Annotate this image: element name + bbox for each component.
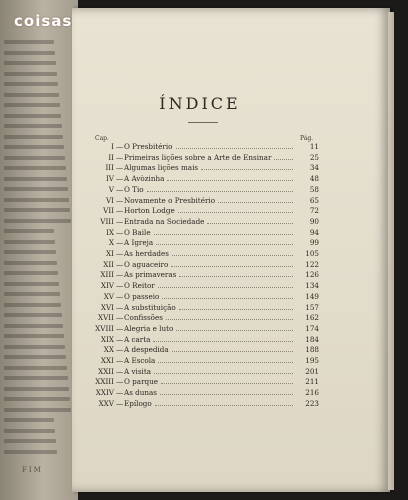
chapter-title: A substituição (124, 302, 176, 312)
facing-page-text-line (4, 397, 70, 401)
separator-dash: — (116, 238, 124, 248)
page-number: 201 (305, 366, 319, 376)
chapter-number: XXV (98, 398, 114, 408)
toc-entry (84, 238, 319, 248)
separator-dash: — (116, 142, 124, 151)
chapter-title: A despedida (124, 345, 169, 355)
facing-page-text-line (4, 166, 66, 170)
page-number: 11 (309, 142, 319, 151)
dot-leader (166, 319, 293, 320)
toc-entry (84, 228, 319, 238)
dot-leader (158, 287, 293, 288)
chapter-title: O aguaceiro (124, 259, 169, 269)
page-number: 58 (309, 184, 319, 194)
chapter-title: A Escola (124, 356, 156, 365)
chapter-number: XXIV (95, 388, 114, 398)
chapter-title: O Baile (124, 227, 151, 237)
separator-dash: — (116, 377, 124, 387)
separator-dash: — (116, 356, 124, 365)
dot-leader (178, 212, 293, 213)
page-number: 72 (309, 206, 319, 216)
toc-entry (84, 399, 319, 409)
chapter-number: XXII (98, 366, 114, 376)
facing-page-text-line (4, 72, 57, 76)
toc-entry (84, 281, 319, 291)
page-title: ÍNDICE (159, 94, 241, 113)
separator-dash: — (116, 163, 124, 173)
page-number: 90 (309, 216, 319, 226)
separator-dash: — (116, 195, 124, 205)
dot-leader (172, 351, 293, 352)
toc-entry (84, 367, 319, 377)
chapter-number: XI (106, 249, 114, 258)
facing-page-text-line (4, 345, 65, 349)
chapter-number: XXI (100, 356, 114, 365)
toc-entry (84, 142, 319, 152)
chapter-title: Horton Lodge (124, 206, 175, 216)
toc-entry (84, 356, 319, 366)
facing-page-text-line (4, 208, 70, 212)
toc-entry (84, 260, 319, 270)
facing-page-text-line (4, 229, 54, 233)
chapter-number: XIV (100, 281, 114, 291)
toc-entry (84, 388, 319, 398)
page-number: 216 (305, 388, 319, 398)
chapter-number: XXIII (95, 377, 114, 387)
separator-dash: — (116, 366, 124, 376)
page-number: 195 (305, 356, 319, 365)
chapter-title: O Tio (124, 184, 144, 194)
chapter-title: As dunas (124, 388, 157, 398)
chapter-title: Primeiras lições sobre a Arte de Ensinar (124, 152, 272, 162)
toc-entry (84, 163, 319, 173)
toc-entry (84, 174, 319, 184)
chapter-number: IV (105, 174, 114, 184)
separator-dash: — (116, 398, 124, 408)
toc-entry (84, 270, 319, 280)
facing-page-text-line (4, 376, 68, 380)
dot-leader (172, 255, 293, 256)
page-number: 126 (305, 270, 319, 280)
toc-entry (84, 153, 319, 163)
toc-entry (84, 217, 319, 227)
facing-page-text-line (4, 198, 69, 202)
separator-dash: — (116, 249, 124, 258)
chapter-title: Algumas lições mais (124, 163, 199, 173)
chapter-number: XVI (100, 302, 114, 312)
separator-dash: — (116, 227, 124, 237)
facing-page-text-line (4, 334, 64, 338)
dot-leader (167, 180, 293, 181)
chapter-number: VII (103, 206, 114, 216)
separator-dash: — (116, 206, 124, 216)
dot-leader (218, 202, 293, 203)
toc-entry (84, 303, 319, 313)
facing-page-text-line (4, 103, 60, 107)
watermark-logo: coisas (14, 12, 73, 30)
separator-dash: — (116, 259, 124, 269)
dot-leader (176, 330, 293, 331)
facing-page-text-line (4, 82, 58, 86)
chapter-number: II (108, 152, 114, 162)
dot-leader (156, 244, 293, 245)
page-number: 157 (305, 302, 319, 312)
dot-leader (160, 394, 293, 395)
chapter-number: V (108, 184, 114, 194)
page-number: 99 (309, 238, 319, 248)
chapter-title: Entrada na Sociedade (124, 216, 205, 226)
chapter-number: VI (105, 195, 114, 205)
facing-page-text-line (4, 292, 60, 296)
dot-leader (155, 405, 293, 406)
chapter-title: As herdades (124, 249, 169, 258)
chapter-number: XIII (100, 270, 114, 280)
separator-dash: — (116, 291, 124, 301)
toc-entry (84, 249, 319, 259)
page-number: 134 (305, 281, 319, 291)
dot-leader (158, 362, 293, 363)
facing-page-text-line (4, 324, 63, 328)
chapter-title: O passeio (124, 291, 160, 301)
facing-page-text-line (4, 177, 67, 181)
facing-page-text-line (4, 387, 69, 391)
chapter-title: A Igreja (124, 238, 154, 248)
facing-page-text-line (4, 219, 71, 223)
dot-leader (147, 191, 293, 192)
chapter-title: As primaveras (124, 270, 177, 280)
chapter-number: X (108, 238, 114, 248)
facing-page-text-line (4, 271, 58, 275)
dot-leader (154, 373, 293, 374)
chapter-title: A Avòzinha (124, 174, 165, 184)
facing-page-text-line (4, 282, 59, 286)
dot-leader (162, 298, 293, 299)
facing-page-text-line (4, 187, 68, 191)
separator-dash: — (116, 216, 124, 226)
toc-entry (84, 185, 319, 195)
page-number: 174 (305, 323, 319, 333)
facing-page-text-line (4, 429, 55, 433)
separator-dash: — (116, 174, 124, 184)
chapter-number: XX (103, 345, 114, 355)
chapter-title: Confissões (124, 313, 163, 323)
page-number: 149 (305, 291, 319, 301)
chapter-number: XIX (100, 334, 114, 344)
facing-page-text-line (4, 366, 67, 370)
page-number: 122 (305, 259, 319, 269)
facing-page-text-line (4, 135, 63, 139)
facing-page-text-line (4, 40, 54, 44)
separator-dash: — (116, 345, 124, 355)
facing-page-text-line (4, 61, 56, 65)
facing-page-text-line (4, 124, 62, 128)
dot-leader (154, 234, 293, 235)
chapter-title: O Reitor (124, 281, 155, 291)
page-number: 34 (309, 163, 319, 173)
dot-leader (153, 341, 293, 342)
page-number: 162 (305, 313, 319, 323)
facing-page-text-line (4, 355, 66, 359)
facing-page-text-line (4, 93, 59, 97)
chapter-title: Epílogo (124, 398, 152, 408)
chapter-title: A visita (124, 366, 151, 376)
facing-page-text-line (4, 145, 64, 149)
separator-dash: — (116, 184, 124, 194)
separator-dash: — (116, 152, 124, 162)
separator-dash: — (116, 270, 124, 280)
chapter-number: XV (103, 291, 114, 301)
dot-leader (274, 159, 293, 160)
page-number: 25 (309, 152, 319, 162)
toc-entry (84, 335, 319, 345)
chapter-number: I (111, 142, 114, 151)
facing-page-text-line (4, 418, 54, 422)
toc-entry (84, 324, 319, 334)
facing-page-text-line (4, 261, 57, 265)
facing-page-text-line (4, 439, 56, 443)
toc-entry (84, 313, 319, 323)
separator-dash: — (116, 313, 124, 323)
title-rule (188, 122, 218, 123)
page-edge (388, 12, 394, 490)
dot-leader (161, 383, 293, 384)
facing-page-text-line (4, 51, 55, 55)
page-number: 48 (309, 174, 319, 184)
facing-page-text-line (4, 303, 61, 307)
toc-entry (84, 292, 319, 302)
facing-page-text-line (4, 408, 71, 412)
separator-dash: — (116, 334, 124, 344)
chapter-number: VIII (100, 216, 114, 226)
facing-page-footer: FIM (22, 466, 43, 474)
dot-leader (179, 309, 293, 310)
facing-page-text-line (4, 250, 56, 254)
facing-page (0, 0, 78, 500)
toc-entry (84, 345, 319, 355)
dot-leader (171, 266, 293, 267)
chapter-number: III (105, 163, 114, 173)
dot-leader (207, 223, 293, 224)
chapter-number: IX (106, 227, 114, 237)
page-column-header: Pág. (300, 135, 314, 142)
dot-leader (179, 276, 293, 277)
page-number: 184 (305, 334, 319, 344)
separator-dash: — (116, 281, 124, 291)
chapter-title: Alegria e luto (124, 323, 174, 333)
page-number: 188 (305, 345, 319, 355)
chapter-title: A carta (124, 334, 151, 344)
separator-dash: — (116, 323, 124, 333)
chapter-number: XVII (98, 313, 114, 323)
chapter-number: XVIII (95, 323, 114, 333)
dot-leader (176, 148, 293, 149)
page-number: 211 (305, 377, 319, 387)
facing-page-text-line (4, 156, 65, 160)
cap-column-header: Cap. (95, 135, 109, 142)
facing-page-text-line (4, 313, 62, 317)
chapter-title: O Presbitério (124, 142, 173, 151)
facing-page-text-line (4, 114, 61, 118)
toc-entry (84, 196, 319, 206)
dot-leader (201, 169, 293, 170)
page-number: 105 (305, 249, 319, 258)
separator-dash: — (116, 302, 124, 312)
separator-dash: — (116, 388, 124, 398)
facing-page-text-line (4, 450, 57, 454)
facing-page-text-line (4, 240, 55, 244)
toc-entry (84, 206, 319, 216)
page-number: 65 (309, 195, 319, 205)
toc-entry (84, 377, 319, 387)
chapter-title: Novamente o Presbitério (124, 195, 216, 205)
page-number: 94 (309, 227, 319, 237)
chapter-number: XII (103, 259, 114, 269)
page-number: 223 (305, 398, 319, 408)
chapter-title: O parque (124, 377, 158, 387)
